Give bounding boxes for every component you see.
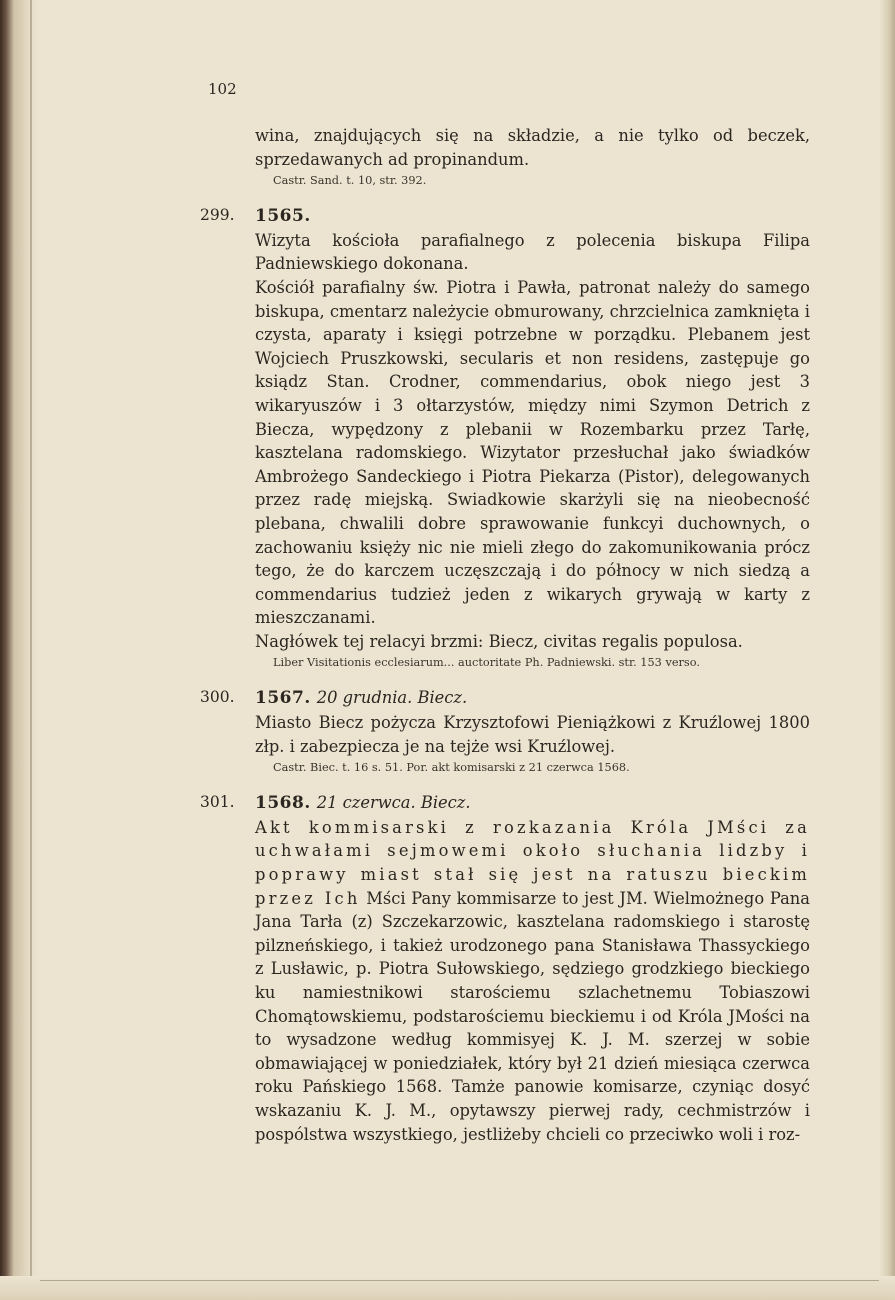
page-content [200, 124, 810, 1146]
entry-300 [200, 686, 810, 778]
entry-paragraph: Miasto Biecz pożycza Krzysztofowi Pieniążkowi z Kruźlowej 1800 złp. i zabezpiecza je na tejże wsi Kruźlowej. [255, 713, 810, 756]
entry-heading [255, 204, 810, 229]
entry-number: 300. [200, 688, 235, 707]
entry-paragraph: Wizyta kościoła parafialnego z polecenia biskupa Filipa Padniewskiego dokonana. [255, 230, 810, 274]
page-number: 102 [208, 80, 237, 98]
entry-date-place: 21 czerwca. Biecz. [316, 793, 471, 813]
continuation-text: wina, znajdujących się na składzie, a nie tylko od beczek, sprzedawanych ad propinandum. [255, 126, 810, 169]
entry-source: Liber Visitationis ecclesiarum... auctoritate Ph. Padniewski. str. 153 verso. [273, 656, 700, 670]
page-right-edge [879, 0, 895, 1300]
entry-paragraph [255, 816, 810, 1146]
continuation-source: Castr. Sand. t. 10, str. 392. [273, 174, 427, 188]
entry-299 [200, 204, 810, 673]
entry-heading [255, 686, 810, 711]
spaced-lead-text: Akt kommisarski z rozkazania Króla JMści za uchwałami sejmowemi około słuchania lidzby i poprawy miast stał się jest na ratuszu bieckim przez Ich [255, 817, 810, 908]
entry-source: Castr. Biec. t. 16 s. 51. Por. akt komisarski z 21 czerwca 1568. [273, 761, 630, 775]
entry-year: 1565. [255, 206, 311, 227]
entry-paragraph-continuation: Mści Pany kommisarze to jest JM. Wielmożnego Pana Jana Tarła (z) Szczekarzowic, kasztelana radomskiego i starostę pilzneńskiego, i takież urodzonego pana Stanisława Thassyckiego z Lusławic, p. Piotra Sułowskiego, sędziego grodzkiego bieckiego ku namiestnikowi starościemu szlachetnemu Tobiaszowi Chomątowskiemu, podstarościemu bieckiemu i od Króla JMości na to wysadzone według kommisyej K. J. M. szerzej w sobie obmawiającej w poniedziałek, który był 21 dzień miesiąca czerwca roku Pańskiego 1568. Tamże panowie komisarze, czyniąc dosyć wskazaniu K. J. M., opytawszy pierwej rady, cechmistrzów i pospólstwa wszystkiego, jestliżeby chcieli co przeciwko woli i roz- [255, 888, 810, 1144]
entry-year: 1567. [255, 688, 311, 709]
entry-date-place: 20 grudnia. Biecz. [316, 688, 468, 708]
entry-paragraph: Nagłówek tej relacyi brzmi: Biecz, civitas regalis populosa. [255, 631, 743, 651]
book-binding-edge [0, 0, 40, 1300]
entry-number: 299. [200, 206, 235, 225]
entry-paragraph: Kościół parafialny św. Piotra i Pawła, patronat należy do samego biskupa, cmentarz należycie obmurowany, chrzcielnica zamknięta i czysta, aparaty i księgi potrzebne w porządku. Plebanem jest Wojciech Pruszkowski, secularis et non residens, zastępuje go ksiądz Stan. Crodner, commendarius, obok niego jest 3 wikaryuszów i 3 ołtarzystów, między nimi Szymon Detrich z Biecza, wypędzony z plebanii w Rozembarku przez Tarłę, kasztelana radomskiego. Wizytator przesłuchał jako świadków Ambrożego Sandeckiego i Piotra Piekarza (Pistor), delegowanych przez radę miejską. Swiadkowie skarżyli się na nieobecność plebana, chwalili dobre sprawowanie funkcyi duchownych, o zachowaniu księży nic nie mieli złego do zakomunikowania prócz tego, że do karczem uczęszczają i do północy w nich siedzą a commendarius tudzież jeden z wikarych grywają w karty z mieszczanami. [255, 277, 810, 628]
page-bottom-edge [0, 1276, 895, 1300]
entry-heading [255, 791, 810, 816]
entry-year: 1568. [255, 793, 311, 814]
entry-number: 301. [200, 793, 235, 812]
entry-301 [200, 791, 810, 1146]
